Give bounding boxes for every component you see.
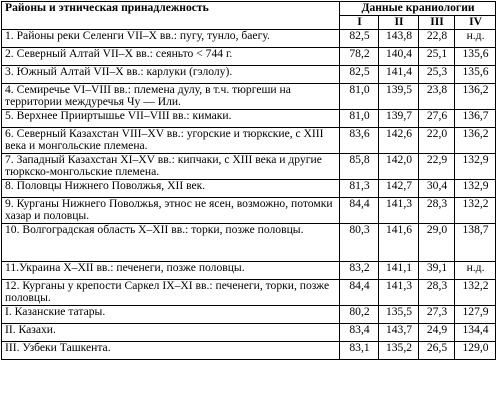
- value-cell-iv: 134,4: [455, 323, 496, 341]
- value-cell-iv: н.д.: [455, 29, 496, 47]
- value-cell-ii: 141,4: [379, 65, 419, 83]
- value-cell-iii: 30,4: [419, 179, 455, 197]
- value-cell-iii: 26,5: [419, 341, 455, 359]
- region-cell: III. Узбеки Ташкента.: [2, 341, 340, 359]
- table-row: [2, 197, 496, 223]
- value-cell-iii: 29,0: [419, 223, 455, 261]
- value-cell-iii: 25,3: [419, 65, 455, 83]
- region-cell: I. Казанские татары.: [2, 305, 340, 323]
- column-header-iii: III: [419, 16, 455, 30]
- region-cell: 1. Районы реки Селенги VII–X вв.: пугу, тунло, баегу.: [2, 29, 340, 47]
- table-row: [2, 29, 496, 47]
- value-cell-i: 83,6: [340, 127, 379, 153]
- table-row: [2, 109, 496, 127]
- value-cell-iv: 135,6: [455, 65, 496, 83]
- region-cell: 12. Курганы у крепости Саркел IX–XI вв.: печенеги, торки, позже половцы.: [2, 279, 340, 305]
- value-cell-ii: 139,7: [379, 109, 419, 127]
- value-cell-i: 84,4: [340, 279, 379, 305]
- value-cell-iii: 24,9: [419, 323, 455, 341]
- region-cell: 8. Половцы Нижнего Поволжья, XII век.: [2, 179, 340, 197]
- table-row: [2, 341, 496, 359]
- value-cell-iv: 132,2: [455, 279, 496, 305]
- value-cell-iii: 22,0: [419, 127, 455, 153]
- value-cell-ii: 140,4: [379, 47, 419, 65]
- value-cell-iv: 135,6: [455, 47, 496, 65]
- value-cell-iii: 27,3: [419, 305, 455, 323]
- value-cell-i: 82,5: [340, 65, 379, 83]
- value-cell-ii: 143,8: [379, 29, 419, 47]
- value-cell-iv: 129,0: [455, 341, 496, 359]
- value-cell-ii: 141,3: [379, 279, 419, 305]
- value-cell-ii: 142,7: [379, 179, 419, 197]
- region-cell: II. Казахи.: [2, 323, 340, 341]
- region-column-header: Районы и этническая принадлежность: [2, 2, 340, 30]
- region-cell: 6. Северный Казахстан VIII–XV вв.: угорские и тюркские, с XIII века и монгольские племена.: [2, 127, 340, 153]
- table-row: [2, 47, 496, 65]
- value-cell-ii: 135,5: [379, 305, 419, 323]
- value-cell-ii: 139,5: [379, 83, 419, 109]
- value-cell-i: 78,2: [340, 47, 379, 65]
- value-cell-iii: 23,8: [419, 83, 455, 109]
- region-cell: 10. Волгоградская область X–XII вв.: торки, позже половцы.: [2, 223, 340, 261]
- value-cell-i: 83,4: [340, 323, 379, 341]
- value-cell-iii: 27,6: [419, 109, 455, 127]
- value-cell-ii: 142,0: [379, 153, 419, 179]
- value-cell-ii: 143,7: [379, 323, 419, 341]
- column-header-ii: II: [379, 16, 419, 30]
- value-cell-iii: 39,1: [419, 261, 455, 279]
- value-cell-i: 85,8: [340, 153, 379, 179]
- value-cell-ii: 142,6: [379, 127, 419, 153]
- value-cell-ii: 141,3: [379, 197, 419, 223]
- value-cell-iii: 28,3: [419, 197, 455, 223]
- region-cell: 2. Северный Алтай VII–X вв.: сеяньто < 744 г.: [2, 47, 340, 65]
- value-cell-ii: 135,2: [379, 341, 419, 359]
- value-cell-i: 82,5: [340, 29, 379, 47]
- column-header-i: I: [340, 16, 379, 30]
- table-row: [2, 83, 496, 109]
- table-row: [2, 179, 496, 197]
- value-cell-iv: 132,9: [455, 153, 496, 179]
- column-header-iv: IV: [455, 16, 496, 30]
- craniology-group-header: Данные краниологии: [340, 2, 496, 16]
- value-cell-i: 83,2: [340, 261, 379, 279]
- value-cell-iii: 28,3: [419, 279, 455, 305]
- value-cell-i: 81,0: [340, 83, 379, 109]
- value-cell-i: 80,2: [340, 305, 379, 323]
- value-cell-i: 80,3: [340, 223, 379, 261]
- table-row: [2, 279, 496, 305]
- table-row: [2, 127, 496, 153]
- value-cell-iii: 25,1: [419, 47, 455, 65]
- value-cell-iv: 136,2: [455, 83, 496, 109]
- region-cell: 5. Верхнее Прииртышье VII–VIII вв.: кимаки.: [2, 109, 340, 127]
- craniology-table: [1, 1, 496, 360]
- table-row: [2, 261, 496, 279]
- table-row: [2, 153, 496, 179]
- value-cell-iv: 138,7: [455, 223, 496, 261]
- value-cell-iv: 136,7: [455, 109, 496, 127]
- value-cell-ii: 141,1: [379, 261, 419, 279]
- value-cell-iv: 127,9: [455, 305, 496, 323]
- value-cell-i: 81,0: [340, 109, 379, 127]
- value-cell-i: 83,1: [340, 341, 379, 359]
- value-cell-iii: 22,9: [419, 153, 455, 179]
- value-cell-iv: 136,2: [455, 127, 496, 153]
- table-row: [2, 223, 496, 261]
- region-cell: 9. Курганы Нижнего Поволжья, этнос не ясен, возможно, потомки хазар и половцы.: [2, 197, 340, 223]
- value-cell-iv: н.д.: [455, 261, 496, 279]
- table-row: [2, 65, 496, 83]
- value-cell-iv: 132,9: [455, 179, 496, 197]
- region-cell: 11.Украина X–XII вв.: печенеги, позже половцы.: [2, 261, 340, 279]
- value-cell-i: 81,3: [340, 179, 379, 197]
- table-row: [2, 323, 496, 341]
- region-cell: 7. Западный Казахстан XI–XV вв.: кипчаки, с XIII века и другие тюркско-монгольские племена.: [2, 153, 340, 179]
- value-cell-iv: 132,2: [455, 197, 496, 223]
- value-cell-iii: 22,8: [419, 29, 455, 47]
- region-cell: 3. Южный Алтай VII–X вв.: карлуки (гэлолу).: [2, 65, 340, 83]
- table-row: [2, 305, 496, 323]
- value-cell-i: 84,4: [340, 197, 379, 223]
- region-cell: 4. Семиречье VI–VIII вв.: племена дулу, в т.ч. тюргеши на территории междуречья Чу — Или.: [2, 83, 340, 109]
- value-cell-ii: 141,6: [379, 223, 419, 261]
